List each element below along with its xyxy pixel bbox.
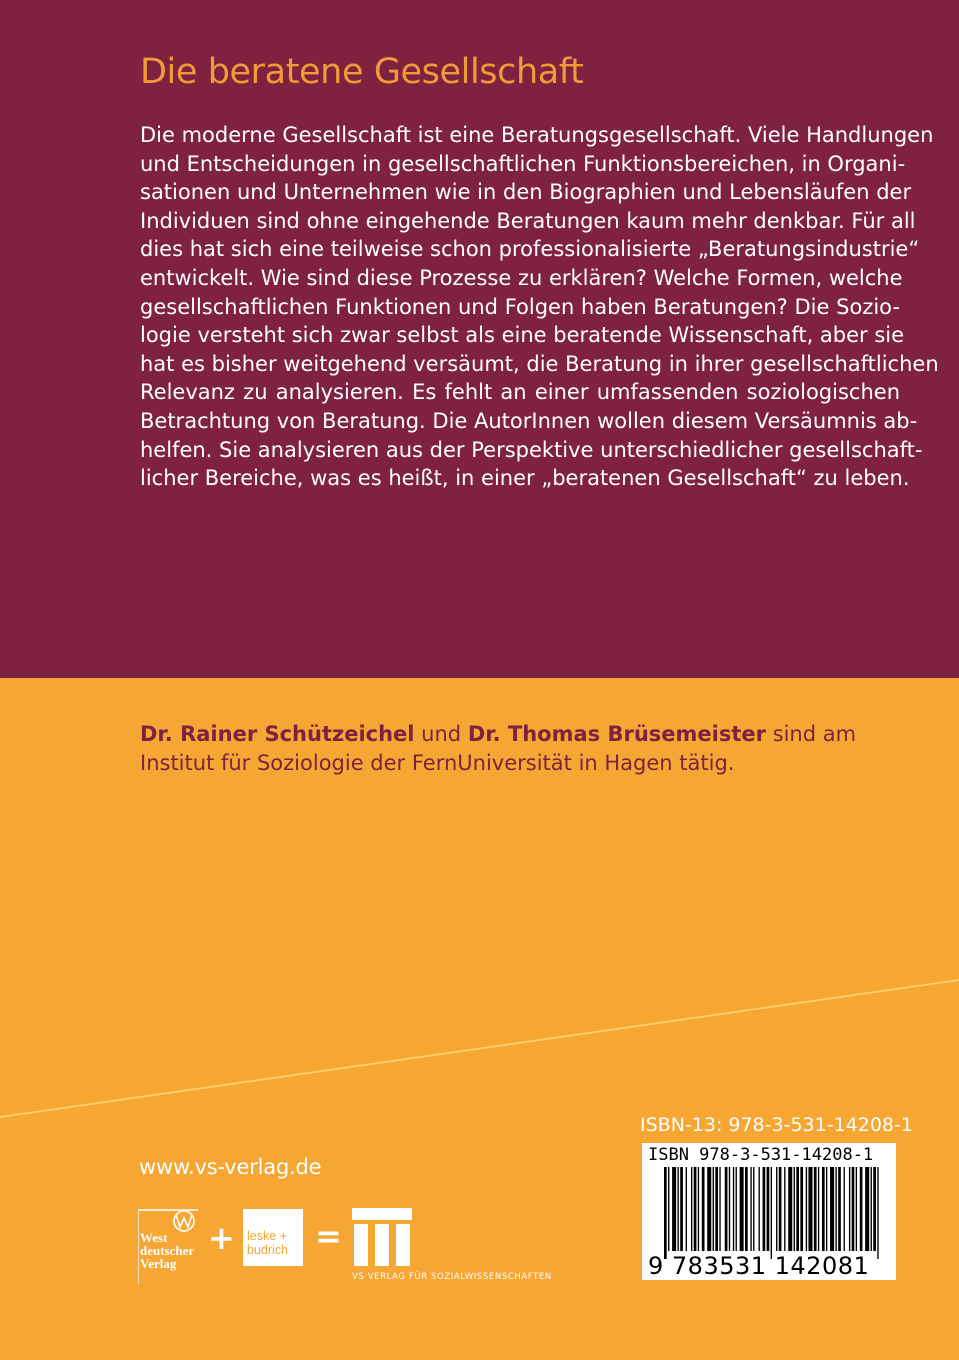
barcode-digits: 9 783531 142081 <box>648 1252 870 1280</box>
logo-text: deutscher <box>140 1243 195 1258</box>
blurb-line: und Entscheidungen in gesellschaftlichen Funktionsbereichen, in Organi- <box>140 151 906 176</box>
barcode-bar <box>740 1167 744 1251</box>
blurb-line: Individuen sind ohne eingehende Beratungen kaum mehr denkbar. Für all <box>140 208 916 233</box>
author-affiliation: sind am Institut für Soziologie der FernUniversität in Hagen tätig. <box>140 722 857 775</box>
barcode-bar <box>849 1167 850 1251</box>
barcode-bar <box>865 1167 869 1251</box>
barcode-bar <box>686 1167 687 1251</box>
barcode-bar <box>838 1167 841 1251</box>
barcode-bar <box>715 1167 718 1251</box>
westdeutscher-verlag-logo <box>138 1209 198 1284</box>
barcode-bar <box>818 1167 819 1251</box>
barcode-bar <box>856 1167 857 1251</box>
author-name: Dr. Rainer Schützeichel <box>140 722 415 746</box>
barcode-bar <box>750 1167 751 1251</box>
barcode <box>642 1143 896 1280</box>
blurb-line: entwickelt. Wie sind diese Prozesse zu erklären? Welche Formen, welche <box>140 265 903 290</box>
barcode-bar <box>808 1167 812 1251</box>
barcode-bar <box>668 1167 669 1251</box>
barcode-bar <box>680 1167 683 1251</box>
barcode-bar <box>873 1167 876 1251</box>
blurb-line: sationen und Unternehmen wie in den Biographien und Lebensläufen der <box>140 180 912 205</box>
author-conjunction: und <box>414 722 468 746</box>
barcode-bar <box>800 1167 803 1251</box>
barcode-bar <box>835 1167 836 1251</box>
blurb-line: licher Bereiche, was es heißt, in einer „beratenen Gesellschaft“ zu leben. <box>140 466 910 491</box>
leske-budrich-logo <box>243 1209 303 1266</box>
barcode-bar <box>725 1167 728 1251</box>
barcode-bar <box>852 1167 855 1251</box>
logo-text: Verlag <box>140 1256 177 1271</box>
barcode-isbn-text: ISBN 978-3-531-14208-1 <box>648 1145 874 1165</box>
barcode-bar <box>822 1167 825 1251</box>
barcode-bar <box>664 1167 667 1259</box>
barcode-bar <box>733 1167 734 1251</box>
barcode-bar <box>691 1167 692 1251</box>
barcode-bar <box>713 1167 714 1251</box>
barcode-bar <box>779 1167 782 1251</box>
barcode-bar <box>672 1167 676 1251</box>
barcode-bar <box>719 1167 720 1251</box>
book-title: Die beratene Gesellschaft <box>140 52 584 92</box>
barcode-bar <box>877 1167 878 1259</box>
barcode-bar <box>871 1167 872 1251</box>
barcode-bar <box>796 1167 799 1251</box>
barcode-bar <box>678 1167 679 1251</box>
blurb-line: helfen. Sie analysieren aus der Perspektive unterschiedlicher gesellschaft- <box>140 437 923 462</box>
plus-sign: + <box>208 1219 235 1257</box>
barcode-bar <box>698 1167 699 1251</box>
blurb-line: Betrachtung von Beratung. Die AutorInnen wollen diesem Versäumnis ab- <box>140 408 918 433</box>
barcode-bar <box>806 1167 807 1251</box>
logo-text: leske + <box>247 1229 287 1243</box>
barcode-bar <box>759 1167 760 1251</box>
barcode-bar <box>860 1167 863 1251</box>
blurb-line: Die moderne Gesellschaft ist eine Beratungsgesellschaft. Viele Handlungen <box>140 123 934 147</box>
blurb-line: logie versteht sich zwar selbst als eine beratende Wissenschaft, aber sie <box>140 323 905 348</box>
website-url[interactable]: www.vs-verlag.de <box>139 1155 322 1179</box>
barcode-bar <box>844 1167 845 1251</box>
barcode-bar <box>784 1167 785 1251</box>
barcode-bar <box>702 1167 705 1251</box>
isbn-label: ISBN-13: 978-3-531-14208-1 <box>640 1114 913 1136</box>
author-name: Dr. Thomas Brüsemeister <box>467 722 766 746</box>
barcode-bar <box>745 1167 748 1251</box>
barcode-bar <box>753 1167 754 1251</box>
barcode-bar <box>736 1167 737 1251</box>
logo-text: West <box>140 1230 168 1245</box>
barcode-bar <box>830 1167 834 1251</box>
barcode-bar <box>707 1167 711 1251</box>
blurb-line: hat es bisher weitgehend versäumt, die Beratung in ihrer gesellschaftlichen <box>140 351 939 376</box>
barcode-bar <box>794 1167 795 1251</box>
barcode-bar <box>763 1167 766 1251</box>
vs-verlag-caption: VS VERLAG FÜR SOZIALWISSENSCHAFTEN <box>352 1272 552 1282</box>
vs-verlag-logo-icon <box>352 1208 412 1266</box>
barcode-bar <box>729 1167 730 1251</box>
barcode-bar <box>771 1167 772 1259</box>
blurb-line: Relevanz zu analysieren. Es fehlt an einer umfassenden soziologischen <box>140 380 900 405</box>
blurb-line: gesellschaftlichen Funktionen und Folgen haben Beratungen? Die Sozio- <box>140 294 900 319</box>
barcode-bar <box>788 1167 792 1251</box>
logo-text: budrich <box>247 1243 288 1257</box>
barcode-bar <box>767 1167 770 1251</box>
equals-sign: = <box>315 1217 342 1255</box>
barcode-bar <box>694 1167 697 1251</box>
barcode-bar <box>814 1167 817 1251</box>
blurb-line: dies hat sich eine teilweise schon professionalisierte „Beratungsindustrie“ <box>140 237 920 262</box>
barcode-bar <box>826 1167 827 1251</box>
barcode-bar <box>776 1167 777 1251</box>
